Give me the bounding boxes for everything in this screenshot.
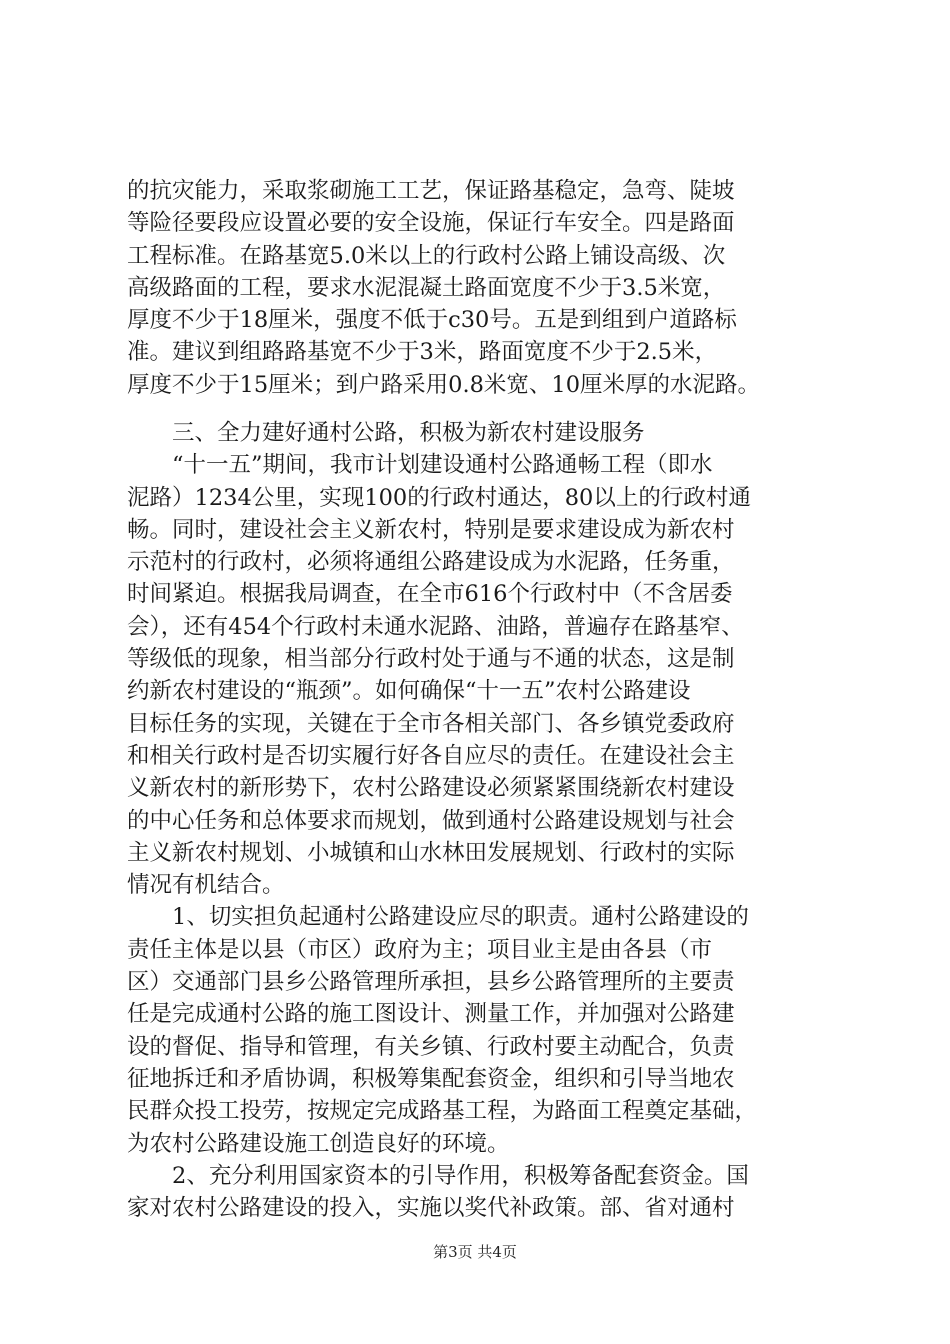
text-line: 的中心任务和总体要求而规划，做到通村公路建设规划与社会 bbox=[127, 807, 735, 834]
text-line: 泥路）1234公里，实现100的行政村通达，80以上的行政村通 bbox=[127, 484, 751, 511]
text-line: 高级路面的工程，要求水泥混凝土路面宽度不少于3.5米宽， bbox=[127, 274, 726, 301]
text-line: 工程标准。在路基宽5.0米以上的行政村公路上铺设高级、次 bbox=[127, 242, 726, 269]
text-line: 厚度不少于18厘米，强度不低于c30号。五是到组到户道路标 bbox=[127, 307, 737, 334]
text-line: 1、切实担负起通村公路建设应尽的职责。通村公路建设的 bbox=[172, 904, 749, 931]
text-line: “十一五”期间，我市计划建设通村公路通畅工程（即水 bbox=[172, 452, 713, 479]
text-line: 2、充分利用国家资本的引导作用，积极筹备配套资金。国 bbox=[172, 1162, 749, 1189]
body-text-section-2 bbox=[127, 417, 827, 1224]
text-line: 区）交通部门县乡公路管理所承担，县乡公路管理所的主要责 bbox=[127, 969, 735, 996]
text-line: 和相关行政村是否切实履行好各自应尽的责任。在建设社会主 bbox=[127, 742, 735, 769]
text-line: 等险径要段应设置必要的安全设施，保证行车安全。四是路面 bbox=[127, 210, 735, 237]
body-text-section-1 bbox=[127, 175, 827, 401]
text-line: 义新农村的新形势下，农村公路建设必须紧紧围绕新农村建设 bbox=[127, 775, 735, 802]
text-line: 征地拆迁和矛盾协调，积极筹集配套资金，组织和引导当地农 bbox=[127, 1065, 735, 1092]
text-line: 厚度不少于15厘米；到户路采用0.8米宽、10厘米厚的水泥路。 bbox=[127, 371, 761, 398]
text-line: 时间紧迫。根据我局调查，在全市616个行政村中（不含居委 bbox=[127, 581, 733, 608]
text-line: 主义新农村规划、小城镇和山水林田发展规划、行政村的实际 bbox=[127, 839, 735, 866]
text-line: 示范村的行政村，必须将通组公路建设成为水泥路，任务重， bbox=[127, 549, 735, 576]
text-line: 责任主体是以县（市区）政府为主；项目业主是由各县（市 bbox=[127, 936, 713, 963]
text-line: 准。建议到组路路基宽不少于3米，路面宽度不少于2.5米， bbox=[127, 339, 718, 366]
text-line: 任是完成通村公路的施工图设计、测量工作，并加强对公路建 bbox=[127, 1001, 735, 1028]
text-line: 目标任务的实现，关键在于全市各相关部门、各乡镇党委政府 bbox=[127, 710, 735, 737]
text-line: 家对农村公路建设的投入，实施以奖代补政策。部、省对通村 bbox=[127, 1195, 735, 1222]
text-line: 约新农村建设的“瓶颈”。如何确保“十一五”农村公路建设 bbox=[127, 678, 691, 705]
text-line: 等级低的现象，相当部分行政村处于通与不通的状态，这是制 bbox=[127, 646, 735, 673]
text-line: 的抗灾能力，采取浆砌施工工艺，保证路基稳定，急弯、陡坡 bbox=[127, 178, 735, 204]
text-line: 畅。同时，建设社会主义新农村，特别是要求建设成为新农村 bbox=[127, 516, 735, 543]
text-line: 会），还有454个行政村未通水泥路、油路，普遍存在路基窄、 bbox=[127, 613, 744, 640]
text-line: 设的督促、指导和管理，有关乡镇、行政村要主动配合，负责 bbox=[127, 1033, 735, 1060]
text-line: 民群众投工投劳，按规定完成路基工程，为路面工程奠定基础， bbox=[127, 1098, 758, 1125]
section-heading: 三、全力建好通村公路，积极为新农村建设服务 bbox=[172, 420, 645, 446]
text-line: 情况有机结合。 bbox=[127, 872, 285, 899]
page-footer: 第3页 共4页 bbox=[433, 1243, 517, 1261]
text-line: 为农村公路建设施工创造良好的环境。 bbox=[127, 1130, 510, 1157]
